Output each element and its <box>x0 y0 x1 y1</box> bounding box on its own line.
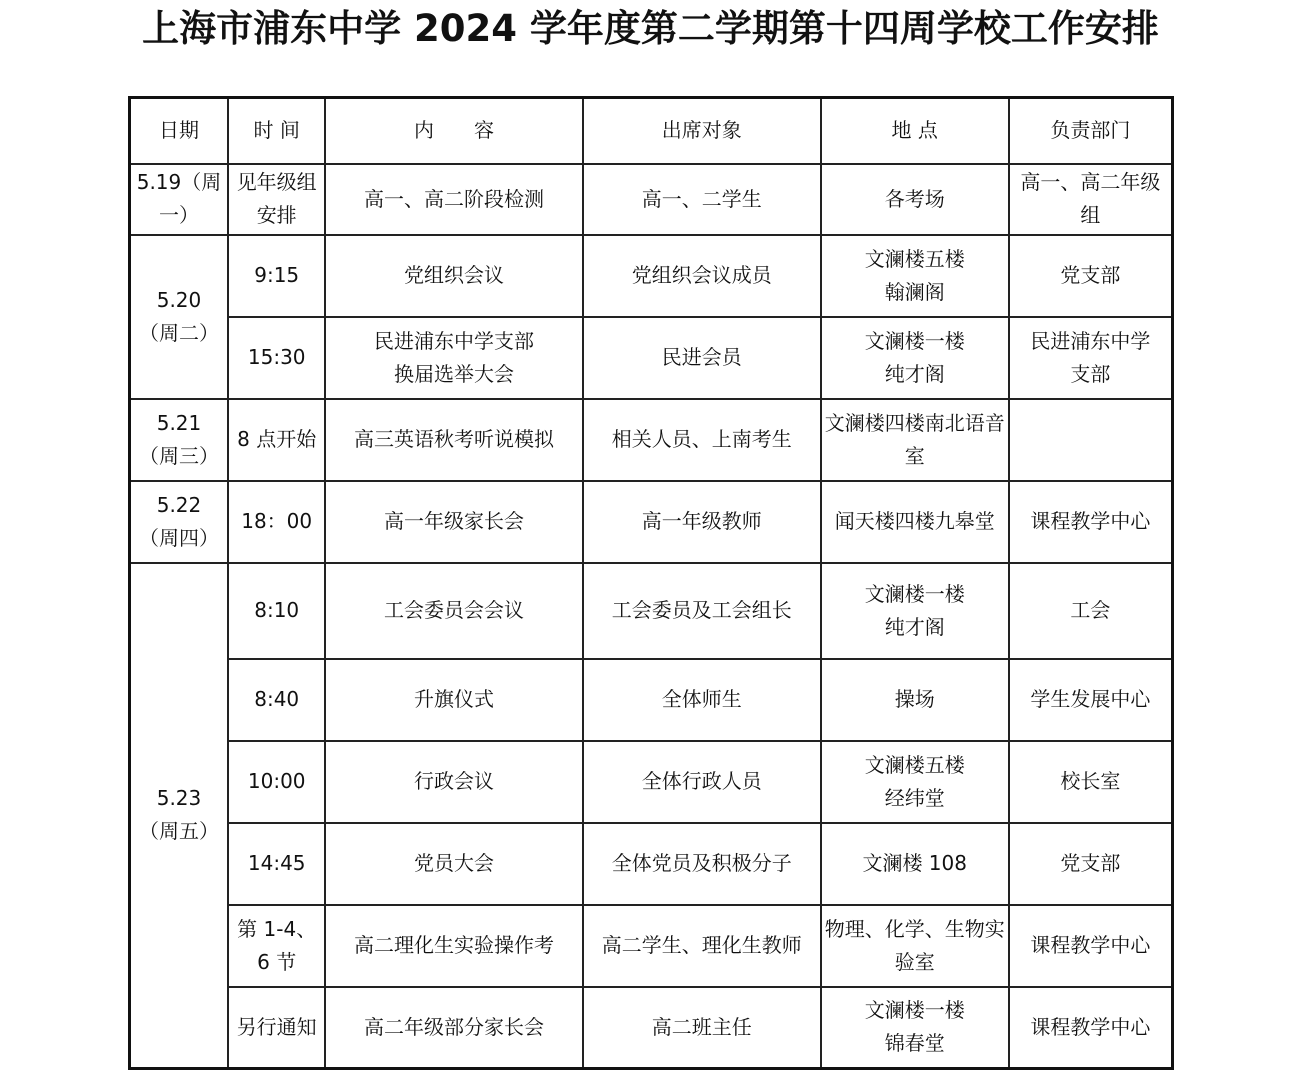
table-row <box>130 741 1173 823</box>
cell-date: 5.23 （周五） <box>130 563 228 1069</box>
page-title: 上海市浦东中学 2024 学年度第二学期第十四周学校工作安排 <box>142 7 1159 50</box>
cell-date: 5.20 （周二） <box>130 235 228 399</box>
cell-content: 高二理化生实验操作考 <box>325 905 582 987</box>
table-row <box>130 987 1173 1069</box>
table-row <box>130 235 1173 317</box>
cell-time: 18：00 <box>228 481 325 563</box>
cell-time: 另行通知 <box>228 987 325 1069</box>
cell-content: 工会委员会会议 <box>325 563 582 659</box>
cell-content: 升旗仪式 <box>325 659 582 741</box>
cell-attendees: 相关人员、上南考生 <box>583 399 821 481</box>
header-date: 日期 <box>130 98 228 164</box>
cell-content: 党员大会 <box>325 823 582 905</box>
cell-attendees: 全体师生 <box>583 659 821 741</box>
cell-attendees: 党组织会议成员 <box>583 235 821 317</box>
cell-location: 文澜楼一楼 纯才阁 <box>821 563 1009 659</box>
cell-attendees: 民进会员 <box>583 317 821 399</box>
cell-dept: 党支部 <box>1009 235 1173 317</box>
cell-time: 8:40 <box>228 659 325 741</box>
header-row <box>130 98 1173 164</box>
cell-location: 文澜楼五楼 翰澜阁 <box>821 235 1009 317</box>
cell-attendees: 工会委员及工会组长 <box>583 563 821 659</box>
cell-dept: 高一、高二年级组 <box>1009 164 1173 235</box>
cell-content: 高三英语秋考听说模拟 <box>325 399 582 481</box>
header-content: 内 容 <box>325 98 582 164</box>
cell-time: 9:15 <box>228 235 325 317</box>
table-row <box>130 659 1173 741</box>
cell-content: 高二年级部分家长会 <box>325 987 582 1069</box>
cell-attendees: 全体党员及积极分子 <box>583 823 821 905</box>
table-row <box>130 481 1173 563</box>
cell-dept <box>1009 399 1173 481</box>
cell-content: 党组织会议 <box>325 235 582 317</box>
cell-location: 文澜楼一楼 纯才阁 <box>821 317 1009 399</box>
table-row <box>130 563 1173 659</box>
cell-content: 民进浦东中学支部 换届选举大会 <box>325 317 582 399</box>
cell-dept: 民进浦东中学 支部 <box>1009 317 1173 399</box>
cell-time: 8:10 <box>228 563 325 659</box>
cell-dept: 工会 <box>1009 563 1173 659</box>
cell-dept: 校长室 <box>1009 741 1173 823</box>
table-row <box>130 164 1173 235</box>
cell-location: 闻天楼四楼九皋堂 <box>821 481 1009 563</box>
header-dept: 负责部门 <box>1009 98 1173 164</box>
cell-attendees: 高一、二学生 <box>583 164 821 235</box>
cell-time: 14:45 <box>228 823 325 905</box>
cell-location: 操场 <box>821 659 1009 741</box>
cell-location: 文澜楼 108 <box>821 823 1009 905</box>
cell-attendees: 高一年级教师 <box>583 481 821 563</box>
cell-content: 行政会议 <box>325 741 582 823</box>
cell-time: 15:30 <box>228 317 325 399</box>
header-time: 时 间 <box>228 98 325 164</box>
cell-content: 高一、高二阶段检测 <box>325 164 582 235</box>
cell-time: 8 点开始 <box>228 399 325 481</box>
cell-location: 文澜楼一楼 锦春堂 <box>821 987 1009 1069</box>
cell-attendees: 高二班主任 <box>583 987 821 1069</box>
cell-location: 物理、化学、生物实验室 <box>821 905 1009 987</box>
cell-date: 5.21 （周三） <box>130 399 228 481</box>
cell-time: 第 1-4、6 节 <box>228 905 325 987</box>
cell-location: 文澜楼五楼 经纬堂 <box>821 741 1009 823</box>
header-location: 地 点 <box>821 98 1009 164</box>
cell-attendees: 高二学生、理化生教师 <box>583 905 821 987</box>
table-row <box>130 823 1173 905</box>
table-row <box>130 905 1173 987</box>
cell-attendees: 全体行政人员 <box>583 741 821 823</box>
cell-date: 5.22 （周四） <box>130 481 228 563</box>
cell-time: 见年级组安排 <box>228 164 325 235</box>
cell-location: 文澜楼四楼南北语音室 <box>821 399 1009 481</box>
cell-dept: 党支部 <box>1009 823 1173 905</box>
cell-dept: 课程教学中心 <box>1009 905 1173 987</box>
cell-content: 高一年级家长会 <box>325 481 582 563</box>
cell-dept: 课程教学中心 <box>1009 987 1173 1069</box>
cell-time: 10:00 <box>228 741 325 823</box>
cell-dept: 课程教学中心 <box>1009 481 1173 563</box>
table-row <box>130 399 1173 481</box>
cell-dept: 学生发展中心 <box>1009 659 1173 741</box>
header-attendees: 出席对象 <box>583 98 821 164</box>
table-row <box>130 317 1173 399</box>
schedule-table <box>128 96 1174 1070</box>
cell-date: 5.19（周一） <box>130 164 228 235</box>
cell-location: 各考场 <box>821 164 1009 235</box>
